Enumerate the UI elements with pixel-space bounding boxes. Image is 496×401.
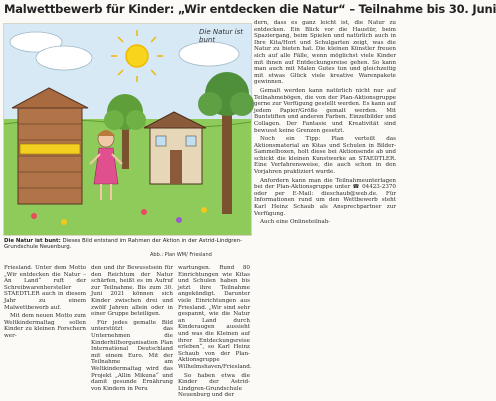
paragraph: Anfordern kann man die Teilnahmeunterlagen bei der Plan-Aktionsgruppe unter ☎ 04423-2370 oder per E-Mail: dieschaub@web.de. Für Informationen rund um den Wettbewerb steht Karl Heinz Schaub als Ansprechpartner zur Verfügung. (254, 177, 396, 217)
article-column-2 (91, 265, 173, 394)
paragraph: Gemalt werden kann natürlich nicht nur auf Teilnahmebögen, die von der Plan-Aktionsgruppe gerne zur Verfügung gestellt werden. Es kann auf jedem Papier/Größe gemalt werden. Mit Buntstiften und anderen Farben. Einzelbilder und Collagen. Der Fantasie und Kreativität sind bewusst keine Grenzen gesetzt. (254, 87, 396, 134)
paragraph: Mit dem neuen Motto zum Weltkindermaltag sollen Kinder zu kleinen Forschern wer- (4, 313, 86, 339)
caption-lead: Die Natur ist bunt: (4, 238, 61, 244)
cloud-right (179, 42, 239, 66)
image-credit: Abb.: Plan WM/ Friesland (150, 252, 212, 258)
child-drawing (3, 23, 252, 236)
drawing-title: Die Natur ist bunt (199, 28, 244, 44)
paragraph: Noch ein Tipp: Plan verteilt das Aktionsmaterial an Kitas und Schulen in Bilder-Sammelboxen, holt diese bei Aktionsende ab und schickt die kleinen Kunstwerke an STAEDTLER. Eine Verfahrensweise, die auch schon in den Vorjahren praktiziert wurde. (254, 136, 396, 176)
drawing-illustration (4, 24, 251, 235)
image-caption (4, 238, 250, 251)
article-headline: Malwettbewerb für Kinder: „Wir entdecken die Natur“ – Teilnahme bis 30. Juni (4, 2, 496, 16)
paragraph: wartungen. Rund 80 Einrichtungen wie Kitas und Schulen haben bis jetzt ihre Teilnahme angekündigt. Darunter viele Einrichtungen aus Friesland. „Wir sind sehr gespannt, wie die Natur an Land durch Kinderaugen aussieht und was die Kleinen auf ihrer Entdeckungsreise erleben“, so Karl Heinz Schaub von der Plan-Aktionsgruppe Wilhelmshaven/Friesland. (178, 265, 252, 370)
paragraph: Friesland. Unter dem Motto „Wir entdecken die Natur – An Land“ ruft der Schreibwarenhersteller STAEDTLER auch in diesem Jahr zu einem Malwettbewerb auf. (4, 265, 86, 311)
article-column-right (254, 20, 396, 228)
paragraph: Auch eine Onlineteilnah- (260, 219, 331, 226)
article-column-3 (178, 265, 250, 401)
paragraph: dern, dass es ganz leicht ist, die Natur zu entdecken. Ein Blick vor die Haustür, beim Spaziergang, beim Spielen und natürlich auch in Ihre Kita/Hort und Schulgarten zeigt, was die Natur zu bieten hat. Die kleinen Künstler freuen sich auf alle Fälle, wenn möglichst viele Kinder mit ihnen auf Entdeckungsreise gehen. So kann man auch mit Malen Gutes tun und gleichzeitig mit etwas Glück viele kreative Warenpakete gewinnen. (254, 20, 396, 86)
paragraph: Für jedes gemalte Bild unterstützt das Unternehmen die Kinderhilfsorganisation Plan International Deutschland mit einem Euro. Mit der Teilnahme am Weltkindermaltag wird das Projekt „Allin Mikuna“ und damit gesunde Ernährung von Kindern in Peru (91, 319, 173, 392)
paragraph: den und ihr Bewusstsein für den Reichtum der Natur schärfen, heißt es im Aufruf zur Teilnahme. Bis zum 30. Juni 2021 können sich Kinder zwischen drei und zwölf Jahren allein oder in einer Gruppe beteiligen. (91, 265, 173, 318)
paragraph: So haben etwa die Kinder der Astrid-Lindgren-Grundschule Neuenburg und der (178, 372, 250, 399)
caption-text: Dieses Bild entstand im Rahmen der Aktion in der Astrid-Lindgren-Grundschule Neuenburg. (4, 238, 243, 251)
house-right (144, 112, 206, 184)
article-column-1 (4, 265, 86, 342)
yellow-fence (20, 144, 80, 154)
